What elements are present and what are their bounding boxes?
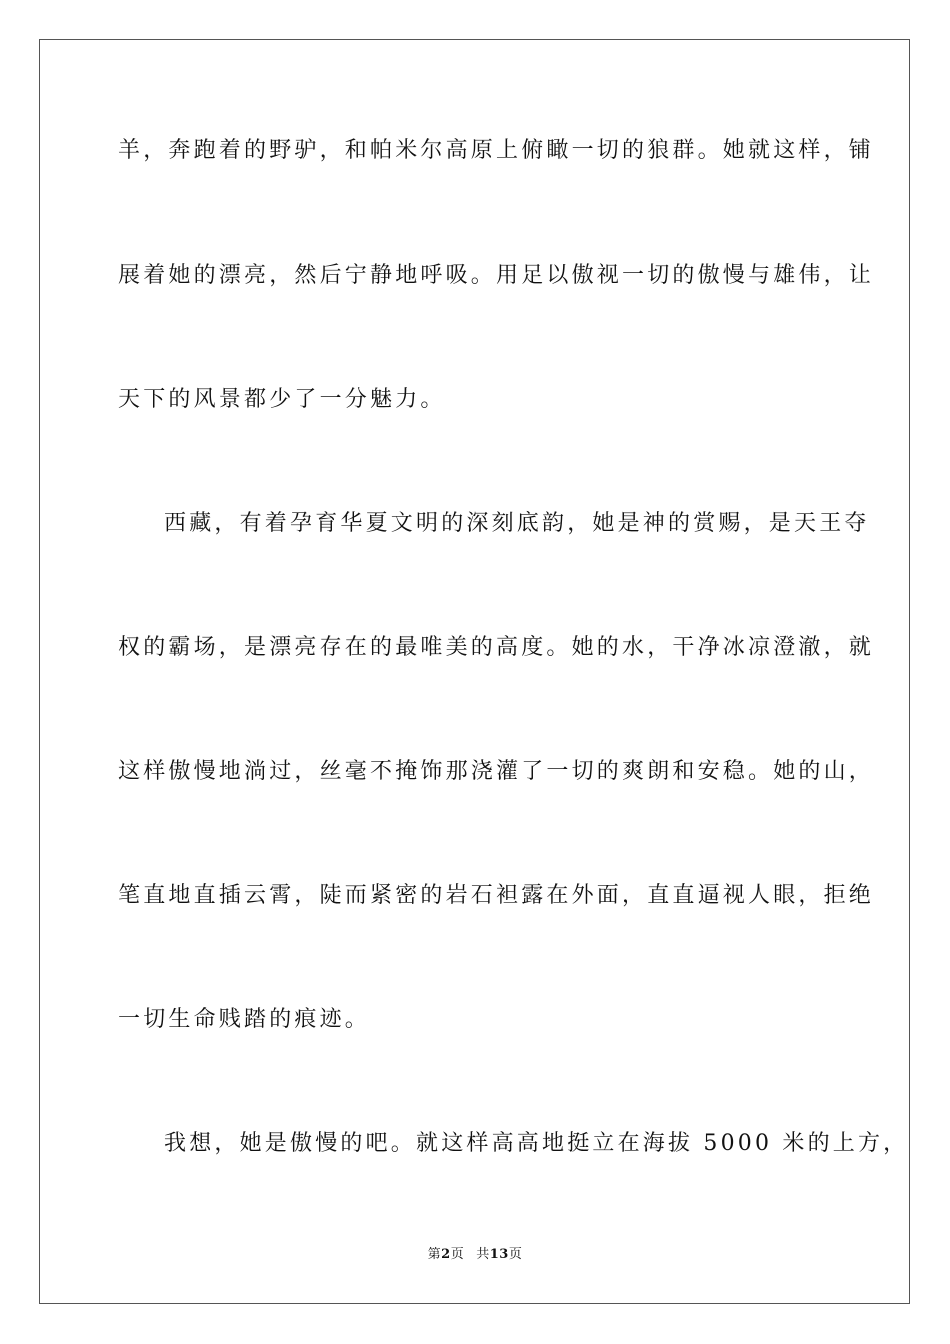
- total-prefix: 共: [476, 1247, 490, 1262]
- page-prefix: 第: [427, 1247, 442, 1262]
- page-footer: [0, 1246, 950, 1264]
- page-unit: 页: [450, 1247, 465, 1262]
- total-pages: 13: [489, 1247, 509, 1262]
- text-line-7: 笔直地直插云霄，陡而紧密的岩石袒露在外面，直直逼视人眼，拒绝: [118, 883, 875, 908]
- total-unit: 页: [508, 1247, 523, 1262]
- text-line-4: 西藏，有着孕育华夏文明的深刻底韵，她是神的赏赐，是天王夺: [164, 511, 870, 536]
- text-line-1: 羊，奔跑着的野驴，和帕米尔高原上俯瞰一切的狼群。她就这样，铺: [118, 138, 875, 163]
- page-border: [39, 39, 910, 1304]
- text-line-6: 这样傲慢地淌过，丝毫不掩饰那浇灌了一切的爽朗和安稳。她的山，: [118, 759, 875, 784]
- text-line-5: 权的霸场，是漂亮存在的最唯美的高度。她的水，干净冰凉澄澈，就: [118, 635, 875, 660]
- text-line-3: 天下的风景都少了一分魅力。: [118, 387, 446, 412]
- text-line-9: 我想，她是傲慢的吧。就这样高高地挺立在海拔 5000 米的上方，: [164, 1131, 909, 1156]
- text-line-8: 一切生命贱踏的痕迹。: [118, 1007, 371, 1032]
- text-line-2: 展着她的漂亮，然后宁静地呼吸。用足以傲视一切的傲慢与雄伟，让: [118, 263, 875, 288]
- page-number: 2: [441, 1247, 451, 1262]
